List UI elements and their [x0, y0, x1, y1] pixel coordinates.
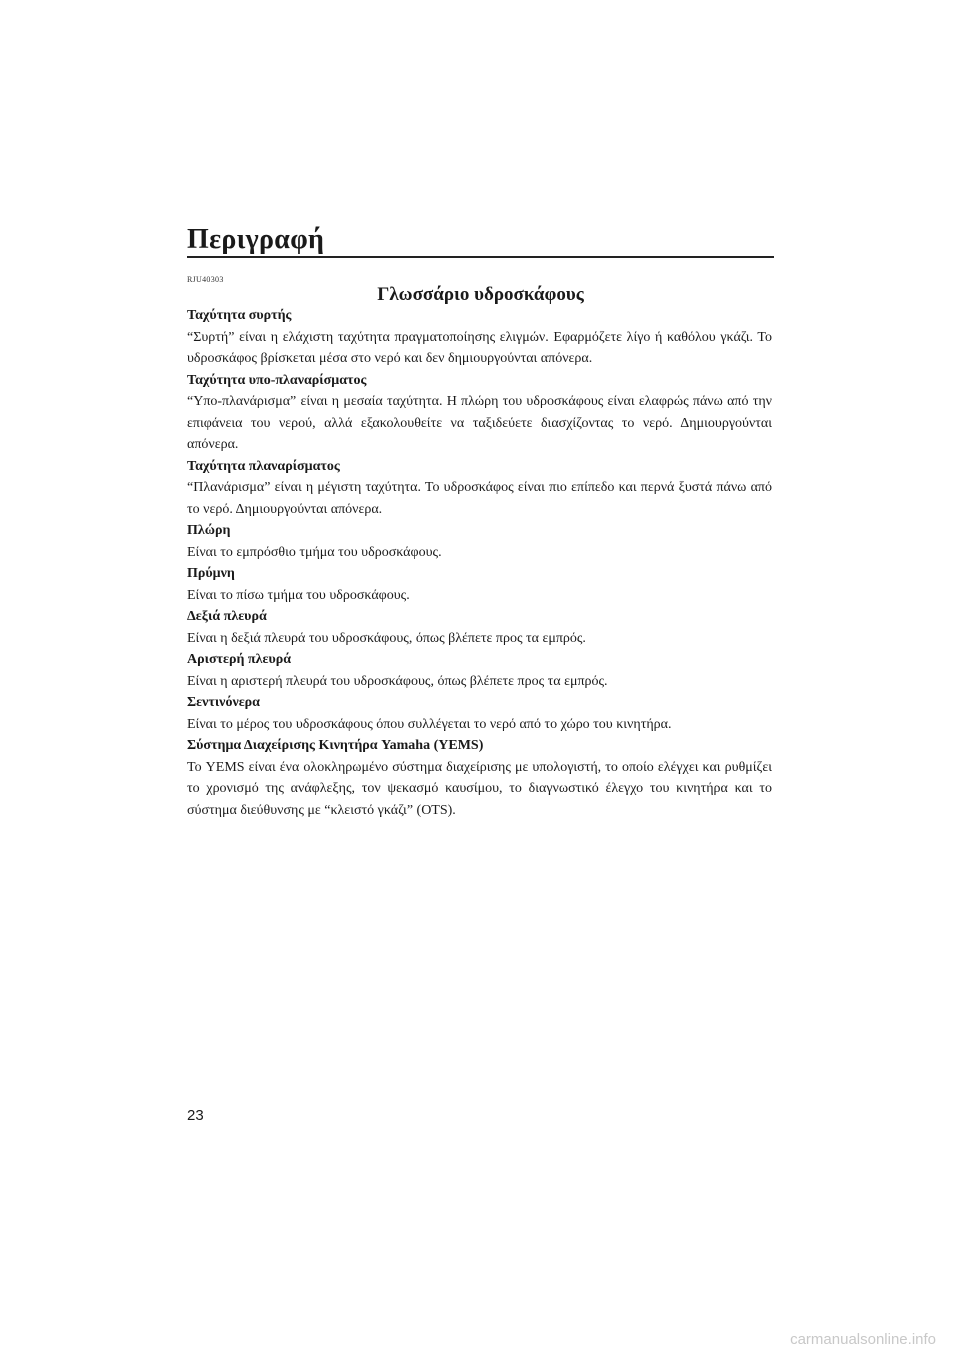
glossary-entry-planing-speed: [187, 456, 772, 521]
glossary-term: Ταχύτητα συρτής: [187, 308, 292, 323]
page-header: [187, 222, 774, 258]
section-code: RJU40303: [187, 275, 224, 284]
glossary-entry-starboard: [187, 606, 772, 649]
glossary-list: [187, 305, 772, 821]
glossary-term: Ταχύτητα πλαναρίσματος: [187, 458, 340, 474]
watermark: carmanualsonline.info: [790, 1331, 936, 1348]
glossary-term: Σύστημα Διαχείρισης Κινητήρα Yamaha (YEMS): [187, 738, 484, 753]
glossary-definition: Είναι το εμπρόσθιο τμήμα του υδροσκάφους.: [187, 544, 442, 560]
glossary-definition: Είναι η δεξιά πλευρά του υδροσκάφους, όπως βλέπετε προς τα εμπρός.: [187, 630, 586, 646]
glossary-term: Πλώρη: [187, 523, 231, 538]
glossary-definition: Είναι η αριστερή πλευρά του υδροσκάφους, όπως βλέπετε προς τα εμπρός.: [187, 673, 608, 689]
glossary-entry-trolling-speed: [187, 305, 772, 370]
glossary-entry-bow: [187, 520, 772, 563]
glossary-term: Αριστερή πλευρά: [187, 652, 292, 667]
glossary-term: Ταχύτητα υπο-πλαναρίσματος: [187, 372, 367, 388]
glossary-entry-bilge: [187, 692, 772, 735]
glossary-term: Σεντινόνερα: [187, 695, 260, 710]
glossary-entry-semi-planing-speed: [187, 370, 772, 456]
glossary-term: Δεξιά πλευρά: [187, 609, 267, 624]
glossary-definition: “Πλανάρισμα” είναι η μέγιστη ταχύτητα. Το υδροσκάφος είναι πιο επίπεδο και περνά ξυστά πάνω από το νερό. Δημιουργούνται απόνερα.: [187, 480, 772, 517]
glossary-term: Πρύμνη: [187, 566, 235, 581]
glossary-definition: Είναι το μέρος του υδροσκάφους όπου συλλέγεται το νερό από το χώρο του κινητήρα.: [187, 716, 672, 732]
page-number: 23: [187, 1107, 204, 1124]
section-title: Γλωσσάριο υδροσκάφους: [377, 284, 584, 305]
glossary-entry-yems: [187, 735, 772, 821]
glossary-definition: “Υπο-πλανάρισμα” είναι η μεσαία ταχύτητα. Η πλώρη του υδροσκάφους είναι ελαφρώς πάνω από την επιφάνεια του νερού, αλλά εξακολουθείτε να ταξιδεύετε διασχίζοντας το νερό. Δημιουργούνται απόνερα.: [187, 394, 772, 452]
glossary-definition: Είναι το πίσω τμήμα του υδροσκάφους.: [187, 587, 410, 603]
glossary-definition: “Συρτή” είναι η ελάχιστη ταχύτητα πραγματοποίησης ελιγμών. Εφαρμόζετε λίγο ή καθόλου γκάζι. Το υδροσκάφος βρίσκεται μέσα στο νερό και δεν δημιουργούνται απόνερα.: [187, 329, 772, 366]
page-title: Περιγραφή: [187, 224, 325, 255]
glossary-entry-stern: [187, 563, 772, 606]
glossary-definition: Το YEMS είναι ένα ολοκληρωμένο σύστημα διαχείρισης με υπολογιστή, το οποίο ελέγχει και ρυθμίζει το χρονισμό της ανάφλεξης, τον ψεκασμό καυσίμου, το διαγνωστικό έλεγχο του κινητήρα και το σύστημα διεύθυνσης με “κλειστό γκάζι” (OTS).: [187, 759, 772, 818]
glossary-entry-port: [187, 649, 772, 692]
